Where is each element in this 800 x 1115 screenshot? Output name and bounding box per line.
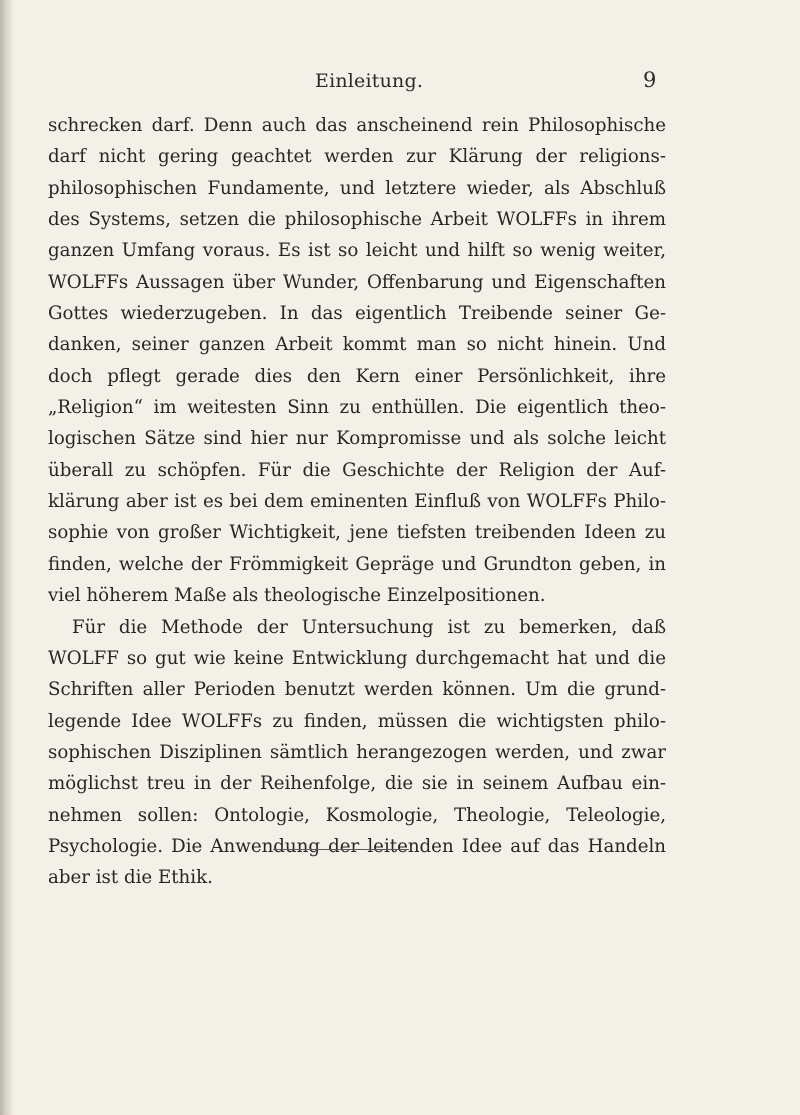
text-line: darf nicht gering geachtet werden zur Klärung der religions- — [48, 146, 666, 168]
text-line: nehmen sollen: Ontologie, Kosmologie, Theologie, Teleologie, — [48, 804, 666, 826]
paragraph-first-line: Für die Methode der Untersuchung ist zu bemerken, daß — [72, 616, 666, 638]
text-line: ganzen Umfang voraus. Es ist so leicht und hilft so wenig weiter, — [48, 240, 666, 262]
text-line: philosophischen Fundamente, und letztere wieder, als Abschluß — [48, 177, 666, 199]
text-line: Psychologie. Die Anwendung der leitenden Idee auf das Handeln — [48, 835, 666, 857]
text-line: WOLFF so gut wie keine Entwicklung durchgemacht hat und die — [48, 647, 666, 669]
text-line: Schriften aller Perioden benutzt werden können. Um die grund- — [48, 679, 666, 701]
text-line: „Religion“ im weitesten Sinn zu enthüllen. Die eigentlich theo- — [48, 397, 666, 419]
text-line: legende Idee WOLFFs zu finden, müssen die wichtigsten philo- — [48, 710, 666, 732]
text-line: finden, welche der Frömmigkeit Gepräge und Grundton geben, in — [48, 553, 666, 575]
text-line: logischen Sätze sind hier nur Kompromisse und als solche leicht — [48, 428, 666, 450]
text-line: überall zu schöpfen. Für die Geschichte der Religion der Auf- — [48, 459, 666, 481]
page-header — [0, 70, 800, 100]
text-line: doch pflegt gerade dies den Kern einer Persönlichkeit, ihre — [48, 365, 666, 387]
text-line: WOLFFs Aussagen über Wunder, Offenbarung und Eigenschaften — [48, 271, 666, 293]
text-line: Gottes wiederzugeben. In das eigentlich Treibende seiner Ge- — [48, 303, 666, 325]
page-binding-shadow — [0, 0, 14, 1115]
text-line: sophie von großer Wichtigkeit, jene tiefsten treibenden Ideen zu — [48, 522, 666, 544]
text-line: sophischen Disziplinen sämtlich herangezogen werden, und zwar — [48, 741, 666, 763]
text-line: danken, seiner ganzen Arbeit kommt man so nicht hinein. Und — [48, 334, 666, 356]
text-line: aber ist die Ethik. — [48, 867, 213, 889]
text-line: des Systems, setzen die philosophische Arbeit WOLFFs in ihrem — [48, 209, 666, 231]
running-title: Einleitung. — [315, 70, 424, 92]
text-line: klärung aber ist es bei dem eminenten Einfluß von WOLFFs Philo- — [48, 491, 666, 513]
page-number: 9 — [643, 68, 657, 92]
text-line: möglichst treu in der Reihenfolge, die sie in seinem Aufbau ein- — [48, 773, 666, 795]
body-text — [48, 110, 666, 894]
text-line: viel höherem Maße als theologische Einzelpositionen. — [48, 585, 546, 607]
footnote-rule — [273, 849, 409, 850]
text-line: schrecken darf. Denn auch das anscheinend rein Philosophische — [48, 115, 666, 136]
